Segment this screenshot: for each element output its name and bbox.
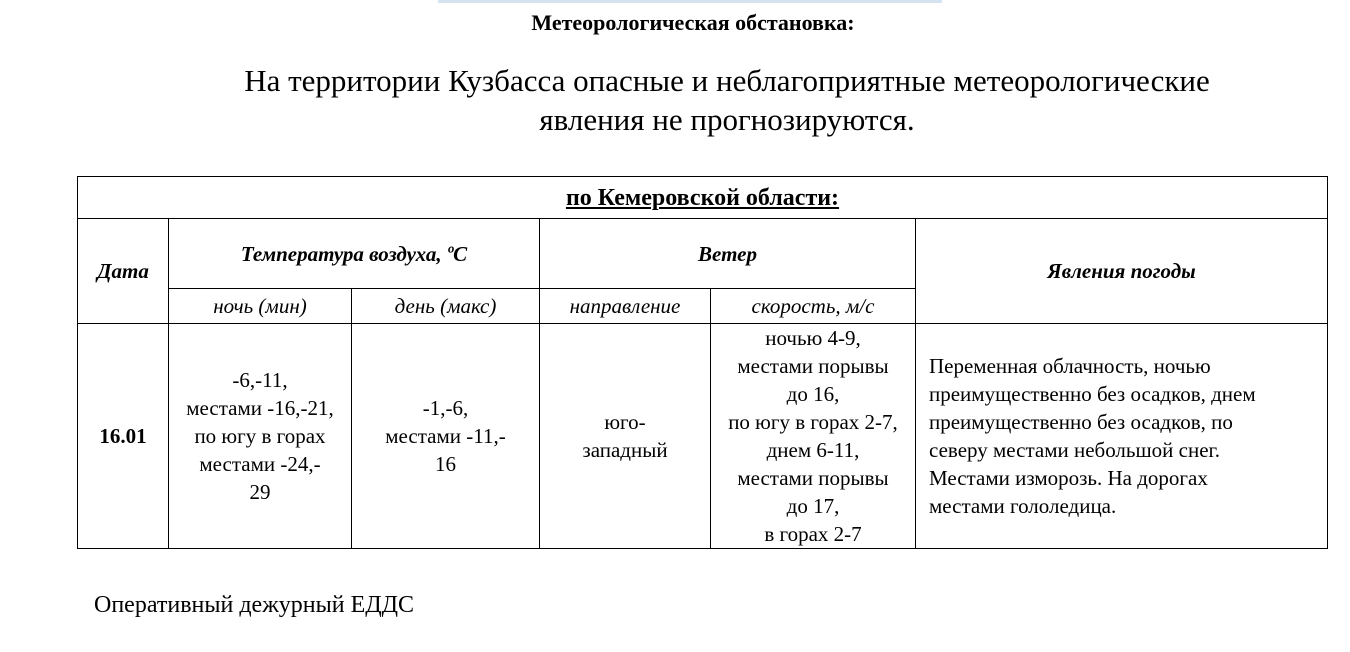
cell-date: 16.01 (78, 324, 169, 549)
table-row (78, 324, 1328, 549)
cell-wind-speed: ночью 4-9, местами порывы до 16, по югу в горах 2-7, днем 6-11, местами порывы до 17, в горах 2-7 (711, 324, 916, 549)
header-temperature: Температура воздуха, ºС (169, 219, 540, 289)
top-accent-bar (438, 0, 942, 3)
region-title: по Кемеровской области: (78, 177, 1328, 219)
cell-wind-direction: юго- западный (540, 324, 711, 549)
weather-notice (0, 61, 1350, 139)
header-date: Дата (78, 219, 169, 324)
cell-day-temp: -1,-6, местами -11,- 16 (352, 324, 540, 549)
header-direction: направление (540, 289, 711, 324)
cell-phenomena: Переменная облачность, ночью преимущественно без осадков, днем преимущественно без осадков, по северу местами небольшой снег. Местами изморозь. На дорогах местами гололедица. (916, 324, 1328, 549)
notice-line-1: На территории Кузбасса опасные и неблагоприятные метеорологические (244, 63, 1210, 98)
notice-line-2: явления не прогнозируются. (539, 102, 915, 137)
cell-night-temp: -6,-11, местами -16,-21, по югу в горах местами -24,- 29 (169, 324, 352, 549)
header-speed: скорость, м/с (711, 289, 916, 324)
header-day: день (макс) (352, 289, 540, 324)
header-night: ночь (мин) (169, 289, 352, 324)
page-heading: Метеорологическая обстановка: (531, 10, 855, 35)
header-phenomena: Явления погоды (916, 219, 1328, 324)
footer-signature: Оперативный дежурный ЕДДС (94, 592, 415, 618)
forecast-table (77, 176, 1328, 549)
header-wind: Ветер (540, 219, 916, 289)
